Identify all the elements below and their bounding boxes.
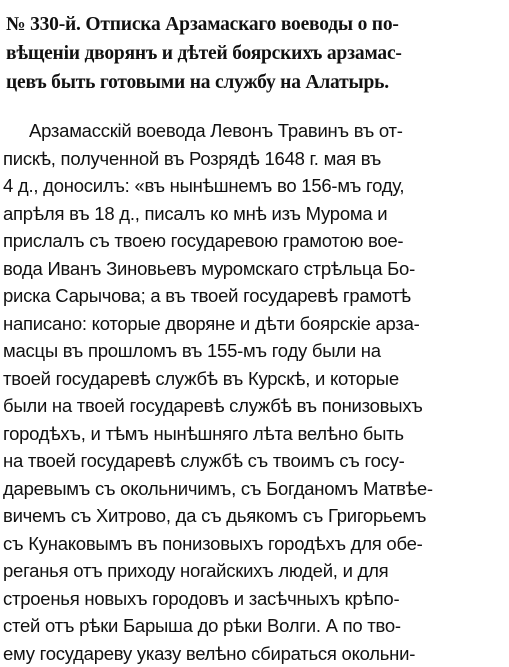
body-line: пискѣ, полученной въ Розрядѣ 1648 г. мая въ xyxy=(3,145,506,173)
heading-line: цевъ быть готовыми на службу на Алатырь. xyxy=(6,68,506,97)
body-line: прислалъ съ твоею государевою грамотою вое- xyxy=(3,227,506,255)
document-body xyxy=(3,117,506,667)
body-line: вода Иванъ Зиновьевъ муромскаго стрѣльца Бо- xyxy=(3,255,506,283)
body-line: городѣхъ, и тѣмъ нынѣшняго лѣта велѣно быть xyxy=(3,420,506,448)
body-line: апрѣля въ 18 д., писалъ ко мнѣ изъ Мурома и xyxy=(3,200,506,228)
body-line: масцы въ прошломъ въ 155-мъ году были на xyxy=(3,337,506,365)
body-line: риска Сарычова; а въ твоей государевѣ грамотѣ xyxy=(3,282,506,310)
body-line: 4 д., доносилъ: «въ нынѣшнемъ во 156-мъ году, xyxy=(3,172,506,200)
body-line: вичемъ съ Хитрово, да съ дьякомъ съ Григорьемъ xyxy=(3,502,506,530)
heading-line: № 330-й. Отписка Арзамаскаго воеводы о по- xyxy=(6,10,506,39)
document-heading xyxy=(6,10,506,97)
body-line: стей отъ рѣки Барыша до рѣки Волги. А по тво- xyxy=(3,612,506,640)
heading-line: вѣщенiи дворянъ и дѣтей боярскихъ арзамас- xyxy=(6,39,506,68)
body-line: Арзамасскiй воевода Левонъ Травинъ въ от- xyxy=(3,117,506,145)
body-line: строенья новыхъ городовъ и засѣчныхъ крѣпо- xyxy=(3,585,506,613)
body-line: были на твоей государевѣ службѣ въ понизовыхъ xyxy=(3,392,506,420)
body-line: съ Кунаковымъ въ понизовыхъ городѣхъ для обе- xyxy=(3,530,506,558)
body-line: даревымъ съ окольничимъ, съ Богданомъ Матвѣе- xyxy=(3,475,506,503)
body-line: реганья отъ приходу ногайскихъ людей, и для xyxy=(3,557,506,585)
body-line: ему государеву указу велѣно сбираться окольни- xyxy=(3,640,506,667)
body-line: твоей государевѣ службѣ въ Курскѣ, и которые xyxy=(3,365,506,393)
body-line: на твоей государевѣ службѣ съ твоимъ съ госу- xyxy=(3,447,506,475)
body-line: написано: которые дворяне и дѣти боярскiе арза- xyxy=(3,310,506,338)
